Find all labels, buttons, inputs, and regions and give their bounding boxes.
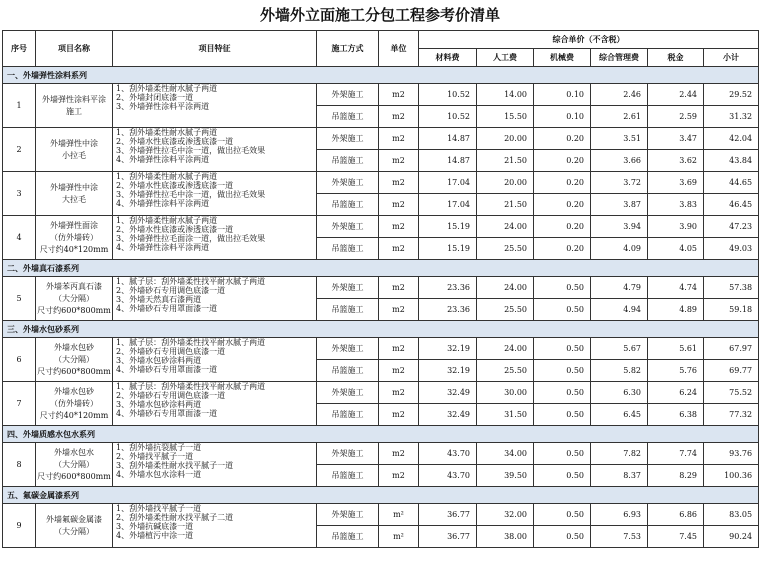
cell-tax: 7.74 (648, 443, 704, 465)
cell-tax: 3.83 (648, 194, 704, 216)
feature-line: 2、外墙水性底漆或渗透底漆一道 (116, 137, 234, 146)
cell-method: 吊篮施工 (317, 360, 379, 382)
cell-tax: 2.59 (648, 106, 704, 128)
cell-machine: 0.20 (534, 150, 591, 172)
cell-labor: 20.00 (477, 172, 534, 194)
item-no: 2 (3, 128, 36, 172)
cell-material: 23.36 (419, 277, 477, 299)
item-name-line: （大分隔） (54, 526, 94, 536)
header-material: 材料费 (419, 49, 477, 67)
cell-mgmt: 5.82 (591, 360, 648, 382)
cell-labor: 21.50 (477, 194, 534, 216)
feature-line: 3、外墙抗碱底漆一道 (116, 522, 194, 531)
cell-unit: m2 (379, 465, 419, 487)
cell-subtotal: 59.18 (704, 299, 759, 321)
cell-tax: 6.38 (648, 404, 704, 426)
cell-method: 外架施工 (317, 84, 379, 106)
section-row (3, 426, 759, 443)
cell-subtotal: 57.38 (704, 277, 759, 299)
section-title: 一、外墙弹性涂料系列 (3, 67, 759, 84)
feature-line: 1、刮外墙柔性耐水腻子两道 (116, 128, 218, 137)
item-name-line: （仿外墙砖） (50, 232, 98, 242)
cell-method: 吊篮施工 (317, 238, 379, 260)
cell-method: 外架施工 (317, 338, 379, 360)
item-name-line: 尺寸约40*120mm (39, 244, 109, 254)
cell-subtotal: 47.23 (704, 216, 759, 238)
item-name-line: （大分隔） (54, 293, 94, 303)
cell-labor: 14.00 (477, 84, 534, 106)
item-name-line: 小拉毛 (62, 150, 86, 160)
cell-subtotal: 77.32 (704, 404, 759, 426)
cell-unit: m2 (379, 382, 419, 404)
item-name-line: 尺寸约600*800mm (37, 366, 111, 376)
cell-method: 外架施工 (317, 504, 379, 526)
cell-tax: 5.76 (648, 360, 704, 382)
cell-tax: 4.74 (648, 277, 704, 299)
cell-subtotal: 100.36 (704, 465, 759, 487)
cell-method: 外架施工 (317, 128, 379, 150)
cell-material: 32.19 (419, 360, 477, 382)
cell-mgmt: 2.46 (591, 84, 648, 106)
item-name-line: （大分隔） (54, 459, 94, 469)
cell-material: 32.19 (419, 338, 477, 360)
cell-machine: 0.20 (534, 194, 591, 216)
item-name (36, 216, 113, 260)
cell-method: 外架施工 (317, 382, 379, 404)
cell-method: 吊篮施工 (317, 194, 379, 216)
cell-subtotal: 93.76 (704, 443, 759, 465)
cell-labor: 24.00 (477, 338, 534, 360)
header-mgmt: 综合管理费 (591, 49, 648, 67)
cell-method: 外架施工 (317, 172, 379, 194)
section-row (3, 260, 759, 277)
cell-mgmt: 4.94 (591, 299, 648, 321)
feature-line: 1、刮外墙找平腻子一道 (116, 504, 202, 513)
cell-labor: 32.00 (477, 504, 534, 526)
cell-material: 36.77 (419, 504, 477, 526)
cell-mgmt: 7.53 (591, 526, 648, 548)
item-name-line: 外墙弹性中涂 (50, 182, 98, 192)
item-no: 5 (3, 277, 36, 321)
cell-material: 15.19 (419, 238, 477, 260)
cell-method: 吊篮施工 (317, 465, 379, 487)
cell-tax: 3.47 (648, 128, 704, 150)
cell-labor: 24.00 (477, 216, 534, 238)
cell-tax: 2.44 (648, 84, 704, 106)
feature-line: 2、外墙封闭底漆一道 (116, 93, 194, 102)
cell-subtotal: 69.77 (704, 360, 759, 382)
cell-material: 17.04 (419, 194, 477, 216)
cell-tax: 3.90 (648, 216, 704, 238)
item-name (36, 382, 113, 426)
item-name-line: 尺寸约600*800mm (37, 471, 111, 481)
cell-mgmt: 3.87 (591, 194, 648, 216)
cell-labor: 38.00 (477, 526, 534, 548)
item-name (36, 338, 113, 382)
cell-machine: 0.50 (534, 360, 591, 382)
cell-machine: 0.50 (534, 404, 591, 426)
cell-unit: m2 (379, 277, 419, 299)
cell-subtotal: 49.03 (704, 238, 759, 260)
feature-line: 1、腻子层：刮外墙柔性找平耐水腻子两道 (116, 382, 266, 391)
table-row (3, 128, 759, 150)
cell-unit: m2 (379, 216, 419, 238)
cell-machine: 0.20 (534, 238, 591, 260)
feature-line: 2、外墙水性底漆或渗透底漆一道 (116, 225, 234, 234)
item-name-line: 外墙氟碳金属漆 (46, 514, 102, 524)
cell-machine: 0.50 (534, 526, 591, 548)
feature-line: 4、外墙水包水涂料一道 (116, 470, 202, 479)
section-title: 四、外墙质感水包水系列 (3, 426, 759, 443)
cell-unit: m2 (379, 194, 419, 216)
item-name-line: 外墙水包水 (54, 447, 94, 457)
item-name (36, 277, 113, 321)
cell-material: 15.19 (419, 216, 477, 238)
cell-unit: m2 (379, 172, 419, 194)
feature-line: 3、外墙弹性拉毛中涂一道，做出拉毛效果 (116, 190, 266, 199)
cell-machine: 0.20 (534, 172, 591, 194)
item-features (113, 277, 317, 321)
section-row (3, 487, 759, 504)
item-name-line: 尺寸约600*800mm (37, 305, 111, 315)
cell-mgmt: 3.51 (591, 128, 648, 150)
cell-machine: 0.50 (534, 277, 591, 299)
cell-labor: 39.50 (477, 465, 534, 487)
header-unit: 单位 (379, 31, 419, 67)
cell-machine: 0.50 (534, 443, 591, 465)
cell-labor: 24.00 (477, 277, 534, 299)
feature-line: 3、外墙水包砂涂料两道 (116, 400, 202, 409)
section-row (3, 67, 759, 84)
cell-method: 外架施工 (317, 216, 379, 238)
cell-method: 吊篮施工 (317, 404, 379, 426)
cell-machine: 0.20 (534, 128, 591, 150)
item-name-line: 外墙弹性中涂 (50, 138, 98, 148)
cell-tax: 3.69 (648, 172, 704, 194)
cell-tax: 5.61 (648, 338, 704, 360)
cell-subtotal: 83.05 (704, 504, 759, 526)
cell-machine: 0.10 (534, 84, 591, 106)
cell-unit: m2 (379, 299, 419, 321)
feature-line: 4、外墙弹性涂料平涂两道 (116, 199, 210, 208)
cell-method: 吊篮施工 (317, 299, 379, 321)
table-row (3, 443, 759, 465)
cell-tax: 6.24 (648, 382, 704, 404)
feature-line: 3、外墙弹性涂料平涂两道 (116, 102, 210, 111)
cell-mgmt: 6.30 (591, 382, 648, 404)
cell-tax: 3.62 (648, 150, 704, 172)
table-row (3, 216, 759, 238)
cell-method: 外架施工 (317, 277, 379, 299)
cell-machine: 0.50 (534, 465, 591, 487)
feature-line: 3、外墙水包砂涂料两道 (116, 356, 202, 365)
cell-material: 10.52 (419, 84, 477, 106)
section-title: 二、外墙真石漆系列 (3, 260, 759, 277)
item-name (36, 128, 113, 172)
feature-line: 4、外墙砂石专用罩面漆一道 (116, 365, 218, 374)
cell-labor: 30.00 (477, 382, 534, 404)
feature-line: 2、外墙砂石专用调色底漆一道 (116, 286, 226, 295)
cell-mgmt: 3.72 (591, 172, 648, 194)
header-machine: 机械费 (534, 49, 591, 67)
cell-method: 吊篮施工 (317, 106, 379, 128)
cell-mgmt: 4.79 (591, 277, 648, 299)
item-name-line: （大分隔） (54, 354, 94, 364)
cell-mgmt: 5.67 (591, 338, 648, 360)
cell-material: 43.70 (419, 465, 477, 487)
cell-material: 14.87 (419, 150, 477, 172)
cell-material: 32.49 (419, 382, 477, 404)
feature-line: 3、外墙天然真石漆两道 (116, 295, 202, 304)
item-features (113, 338, 317, 382)
table-row (3, 84, 759, 106)
table-body (3, 67, 759, 548)
item-features (113, 382, 317, 426)
cell-subtotal: 67.97 (704, 338, 759, 360)
cell-subtotal: 43.84 (704, 150, 759, 172)
cell-subtotal: 90.24 (704, 526, 759, 548)
feature-line: 4、外墙植污中涂一道 (116, 531, 194, 540)
cell-labor: 25.50 (477, 238, 534, 260)
cell-method: 外架施工 (317, 443, 379, 465)
feature-line: 1、刮外墙柔性耐水腻子两道 (116, 84, 218, 93)
cell-tax: 4.89 (648, 299, 704, 321)
item-no: 4 (3, 216, 36, 260)
item-features (113, 128, 317, 172)
header-name: 项目名称 (36, 31, 113, 67)
feature-line: 2、外墙找平腻子一道 (116, 452, 194, 461)
header-labor: 人工费 (477, 49, 534, 67)
feature-line: 3、外墙弹性拉毛面涂一道，做出拉毛效果 (116, 234, 266, 243)
cell-labor: 20.00 (477, 128, 534, 150)
item-no: 8 (3, 443, 36, 487)
cell-mgmt: 3.94 (591, 216, 648, 238)
cell-tax: 8.29 (648, 465, 704, 487)
item-features (113, 216, 317, 260)
cell-method: 吊篮施工 (317, 150, 379, 172)
cell-tax: 6.86 (648, 504, 704, 526)
cell-machine: 0.50 (534, 504, 591, 526)
cell-labor: 25.50 (477, 360, 534, 382)
table-row (3, 277, 759, 299)
cell-unit: m2 (379, 128, 419, 150)
cell-unit: m2 (379, 238, 419, 260)
cell-mgmt: 2.61 (591, 106, 648, 128)
cell-material: 17.04 (419, 172, 477, 194)
cell-machine: 0.20 (534, 216, 591, 238)
feature-line: 1、刮外墙柔性耐水腻子两道 (116, 216, 218, 225)
price-table (2, 30, 759, 548)
table-row (3, 382, 759, 404)
feature-line: 1、腻子层：刮外墙柔性找平耐水腻子两道 (116, 338, 266, 347)
item-no: 6 (3, 338, 36, 382)
cell-unit: m2 (379, 150, 419, 172)
item-features (113, 84, 317, 128)
cell-unit: m2 (379, 338, 419, 360)
header-tax: 税金 (648, 49, 704, 67)
feature-line: 2、外墙砂石专用调色底漆一道 (116, 391, 226, 400)
cell-machine: 0.50 (534, 338, 591, 360)
item-name-line: （仿外墙砖） (50, 398, 98, 408)
section-title: 三、外墙水包砂系列 (3, 321, 759, 338)
feature-line: 4、外墙砂石专用罩面漆一道 (116, 409, 218, 418)
cell-unit: m2 (379, 443, 419, 465)
cell-subtotal: 75.52 (704, 382, 759, 404)
cell-material: 36.77 (419, 526, 477, 548)
cell-material: 10.52 (419, 106, 477, 128)
item-name-line: 外墙弹性面涂 (50, 220, 98, 230)
feature-line: 3、外墙弹性拉毛中涂一道，做出拉毛效果 (116, 146, 266, 155)
cell-tax: 4.05 (648, 238, 704, 260)
cell-material: 43.70 (419, 443, 477, 465)
item-no: 7 (3, 382, 36, 426)
feature-line: 1、刮外墙柔性耐水腻子两道 (116, 172, 218, 181)
cell-labor: 21.50 (477, 150, 534, 172)
item-name-line: 外墙弹性涂料平涂 (42, 94, 106, 104)
feature-line: 1、腻子层：刮外墙柔性找平耐水腻子两道 (116, 277, 266, 286)
cell-labor: 31.50 (477, 404, 534, 426)
cell-mgmt: 8.37 (591, 465, 648, 487)
item-name-line: 大拉毛 (62, 194, 86, 204)
cell-material: 14.87 (419, 128, 477, 150)
cell-method: 吊篮施工 (317, 526, 379, 548)
cell-machine: 0.10 (534, 106, 591, 128)
cell-subtotal: 29.52 (704, 84, 759, 106)
header-unit-price: 综合单价（不含税） (419, 31, 759, 49)
cell-labor: 34.00 (477, 443, 534, 465)
section-row (3, 321, 759, 338)
cell-subtotal: 42.04 (704, 128, 759, 150)
cell-material: 23.36 (419, 299, 477, 321)
feature-line: 4、外墙弹性涂料平涂两道 (116, 243, 210, 252)
feature-line: 1、刮外墙抗裂腻子一道 (116, 443, 202, 452)
item-features (113, 443, 317, 487)
cell-unit: m2 (379, 404, 419, 426)
feature-line: 3、刮外墙柔性耐水找平腻子一道 (116, 461, 234, 470)
page-title: 外墙外立面施工分包工程参考价清单 (259, 6, 500, 24)
item-name (36, 443, 113, 487)
cell-subtotal: 31.32 (704, 106, 759, 128)
item-name-line: 外墙水包砂 (54, 342, 94, 352)
item-features (113, 504, 317, 548)
cell-subtotal: 46.45 (704, 194, 759, 216)
cell-subtotal: 44.65 (704, 172, 759, 194)
feature-line: 2、刮外墙柔性耐水找平腻子二道 (116, 513, 234, 522)
feature-line: 4、外墙弹性涂料平涂两道 (116, 155, 210, 164)
table-row (3, 338, 759, 360)
cell-mgmt: 3.66 (591, 150, 648, 172)
cell-mgmt: 7.82 (591, 443, 648, 465)
cell-labor: 25.50 (477, 299, 534, 321)
item-no: 3 (3, 172, 36, 216)
feature-line: 2、外墙砂石专用调色底漆一道 (116, 347, 226, 356)
cell-mgmt: 6.45 (591, 404, 648, 426)
cell-mgmt: 6.93 (591, 504, 648, 526)
item-name (36, 172, 113, 216)
cell-unit: m2 (379, 360, 419, 382)
item-name-line: 尺寸约40*120mm (39, 410, 109, 420)
item-name-line: 施工 (66, 106, 82, 116)
cell-machine: 0.50 (534, 382, 591, 404)
item-name-line: 外墙水包砂 (54, 386, 94, 396)
cell-unit: m² (379, 526, 419, 548)
cell-mgmt: 4.09 (591, 238, 648, 260)
item-no: 1 (3, 84, 36, 128)
table-row (3, 172, 759, 194)
item-name (36, 504, 113, 548)
table-row (3, 504, 759, 526)
cell-unit: m2 (379, 106, 419, 128)
cell-labor: 15.50 (477, 106, 534, 128)
section-title: 五、氟碳金属漆系列 (3, 487, 759, 504)
cell-material: 32.49 (419, 404, 477, 426)
cell-tax: 7.45 (648, 526, 704, 548)
header-subtotal: 小计 (704, 49, 759, 67)
feature-line: 4、外墙砂石专用罩面漆一道 (116, 304, 218, 313)
cell-unit: m2 (379, 84, 419, 106)
cell-unit: m² (379, 504, 419, 526)
header-no: 序号 (3, 31, 36, 67)
header-feature: 项目特征 (113, 31, 317, 67)
cell-machine: 0.50 (534, 299, 591, 321)
item-features (113, 172, 317, 216)
feature-line: 2、外墙水性底漆或渗透底漆一道 (116, 181, 234, 190)
header-method: 施工方式 (317, 31, 379, 67)
item-name-line: 外墙苯丙真石漆 (46, 281, 102, 291)
item-no: 9 (3, 504, 36, 548)
item-name (36, 84, 113, 128)
